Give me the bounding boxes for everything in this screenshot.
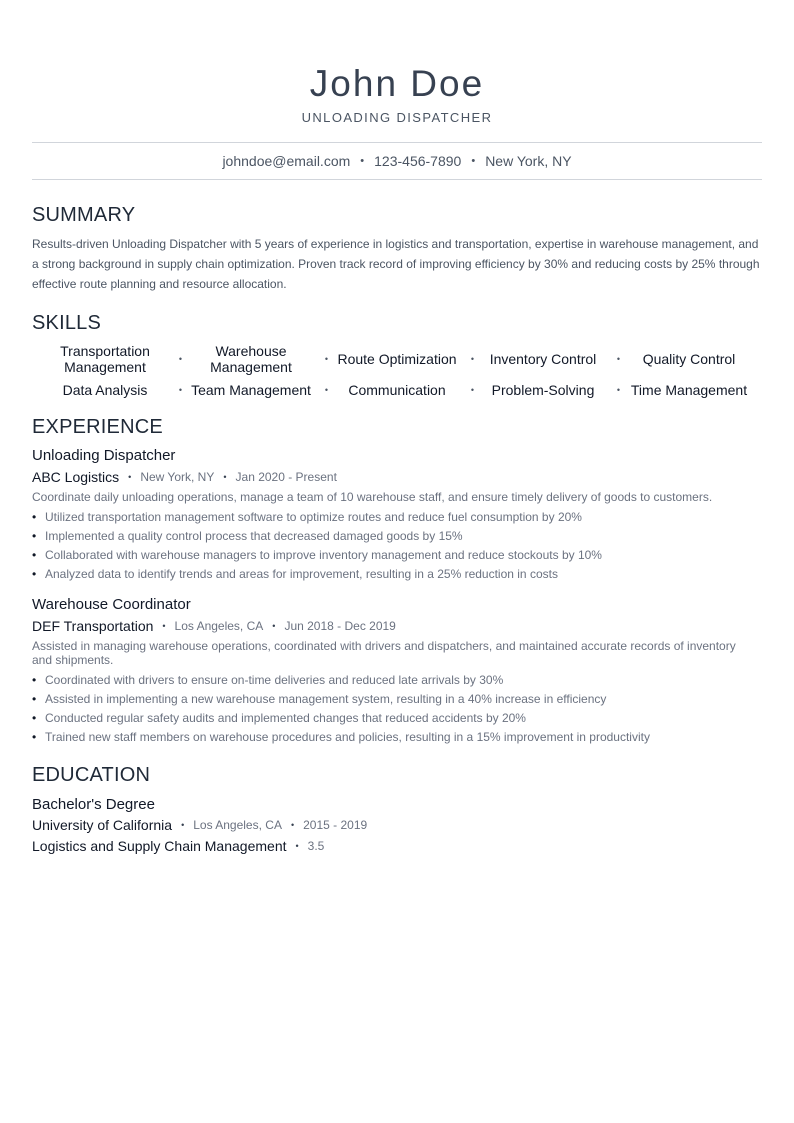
meta-separator: • xyxy=(128,472,132,482)
job-title: Warehouse Coordinator xyxy=(32,596,191,613)
skill-label: Transportation Management xyxy=(60,343,150,375)
skill-item xyxy=(32,343,182,375)
contact-email[interactable]: johndoe@email.com xyxy=(222,153,351,169)
job-meta xyxy=(32,466,762,488)
field-of-study: Logistics and Supply Chain Management xyxy=(32,838,287,854)
contact-location: New York, NY xyxy=(485,153,572,169)
school-name: University of California xyxy=(32,817,173,833)
job-company: DEF Transportation xyxy=(32,618,154,634)
job-bullet: • Conducted regular safety audits and implemented changes that reduced accidents by 20% xyxy=(32,709,762,728)
job-company: ABC Logistics xyxy=(32,469,120,485)
meta-separator: • xyxy=(162,621,166,631)
meta-separator: • xyxy=(290,820,295,830)
candidate-title: UNLOADING DISPATCHER xyxy=(301,110,493,125)
skill-label: Team Management xyxy=(191,382,311,398)
job-location: New York, NY xyxy=(140,470,215,484)
education-heading: EDUCATION xyxy=(32,764,151,786)
skill-label: Quality Control xyxy=(642,351,736,367)
school-location: Los Angeles, CA xyxy=(193,818,282,832)
job-dates: Jan 2020 - Present xyxy=(235,470,337,484)
job-bullet: • Assisted in implementing a new warehouse management system, resulting in a 40% increase in efficiency xyxy=(32,690,762,709)
skill-item xyxy=(178,343,328,375)
skill-item xyxy=(616,379,762,401)
job-title: Unloading Dispatcher xyxy=(32,447,176,464)
resume-header xyxy=(0,62,794,126)
skill-item xyxy=(324,379,474,401)
job-bullet: • Coordinated with drivers to ensure on-time deliveries and reduced late arrivals by 30% xyxy=(32,671,762,690)
skill-label: Problem-Solving xyxy=(491,382,595,398)
skill-separator: • xyxy=(178,385,182,395)
education-entry xyxy=(32,795,762,857)
skill-separator: • xyxy=(616,385,620,395)
skill-label: Time Management xyxy=(630,382,748,398)
skill-item xyxy=(616,343,762,375)
job-meta xyxy=(32,615,762,637)
skills-grid xyxy=(32,343,762,401)
skill-label: Route Optimization xyxy=(337,351,457,367)
job-bullets xyxy=(32,508,762,584)
job-entry xyxy=(32,446,762,584)
job-location: Los Angeles, CA xyxy=(174,619,264,633)
job-bullets xyxy=(32,671,762,747)
skill-label: Data Analysis xyxy=(62,382,148,398)
job-entry xyxy=(32,595,762,747)
meta-separator: • xyxy=(295,841,299,851)
contact-bar xyxy=(32,142,762,180)
job-description: Assisted in managing warehouse operations, coordinated with drivers and dispatchers, and maintained accurate records of inventory and shipments. xyxy=(32,639,736,667)
job-bullet: • Analyzed data to identify trends and areas for improvement, resulting in a 25% reduction in costs xyxy=(32,565,762,584)
job-bullet: • Utilized transportation management software to optimize routes and reduce fuel consumption by 20% xyxy=(32,508,762,527)
education-field-row xyxy=(32,836,762,857)
skills-heading: SKILLS xyxy=(32,312,102,334)
degree-title: Bachelor's Degree xyxy=(32,796,155,813)
job-description: Coordinate daily unloading operations, manage a team of 10 warehouse staff, and ensure timely delivery of goods to customers. xyxy=(32,490,713,504)
summary-heading: SUMMARY xyxy=(32,204,136,226)
skill-item xyxy=(178,379,328,401)
job-bullet: • Implemented a quality control process that decreased damaged goods by 15% xyxy=(32,527,762,546)
experience-heading: EXPERIENCE xyxy=(32,416,163,438)
skill-separator: • xyxy=(616,354,620,364)
meta-separator: • xyxy=(181,820,185,830)
skill-item xyxy=(32,379,182,401)
skill-separator: • xyxy=(178,354,182,364)
contact-phone[interactable]: 123-456-7890 xyxy=(374,153,462,169)
skill-separator: • xyxy=(324,354,328,364)
skill-item xyxy=(470,379,620,401)
education-dates: 2015 - 2019 xyxy=(303,818,368,832)
contact-separator: • xyxy=(471,155,476,167)
job-bullet: • Trained new staff members on warehouse procedures and policies, resulting in a 15% improvement in productivity xyxy=(32,728,762,747)
contact-separator: • xyxy=(360,155,365,167)
skill-label: Warehouse Management xyxy=(210,343,292,375)
candidate-name: John Doe xyxy=(309,63,485,104)
education-meta xyxy=(32,815,762,836)
skill-item xyxy=(470,343,620,375)
meta-separator: • xyxy=(223,472,227,482)
skill-label: Inventory Control xyxy=(489,351,597,367)
job-bullet: • Collaborated with warehouse managers to improve inventory management and reduce stockouts by 10% xyxy=(32,546,762,565)
skill-label: Communication xyxy=(348,382,446,398)
meta-separator: • xyxy=(272,621,276,631)
skill-separator: • xyxy=(470,385,474,395)
summary-text: Results-driven Unloading Dispatcher with 5 years of experience in logistics and transportation, expertise in warehouse management, and a strong background in supply chain optimization. Proven track record of improving efficiency by 30% and reducing costs by 25% through effective route planning and resource allocation. xyxy=(32,237,760,291)
gpa-value: 3.5 xyxy=(307,839,325,853)
skill-separator: • xyxy=(324,385,328,395)
skill-item xyxy=(324,343,474,375)
job-dates: Jun 2018 - Dec 2019 xyxy=(284,619,396,633)
skill-separator: • xyxy=(470,354,474,364)
